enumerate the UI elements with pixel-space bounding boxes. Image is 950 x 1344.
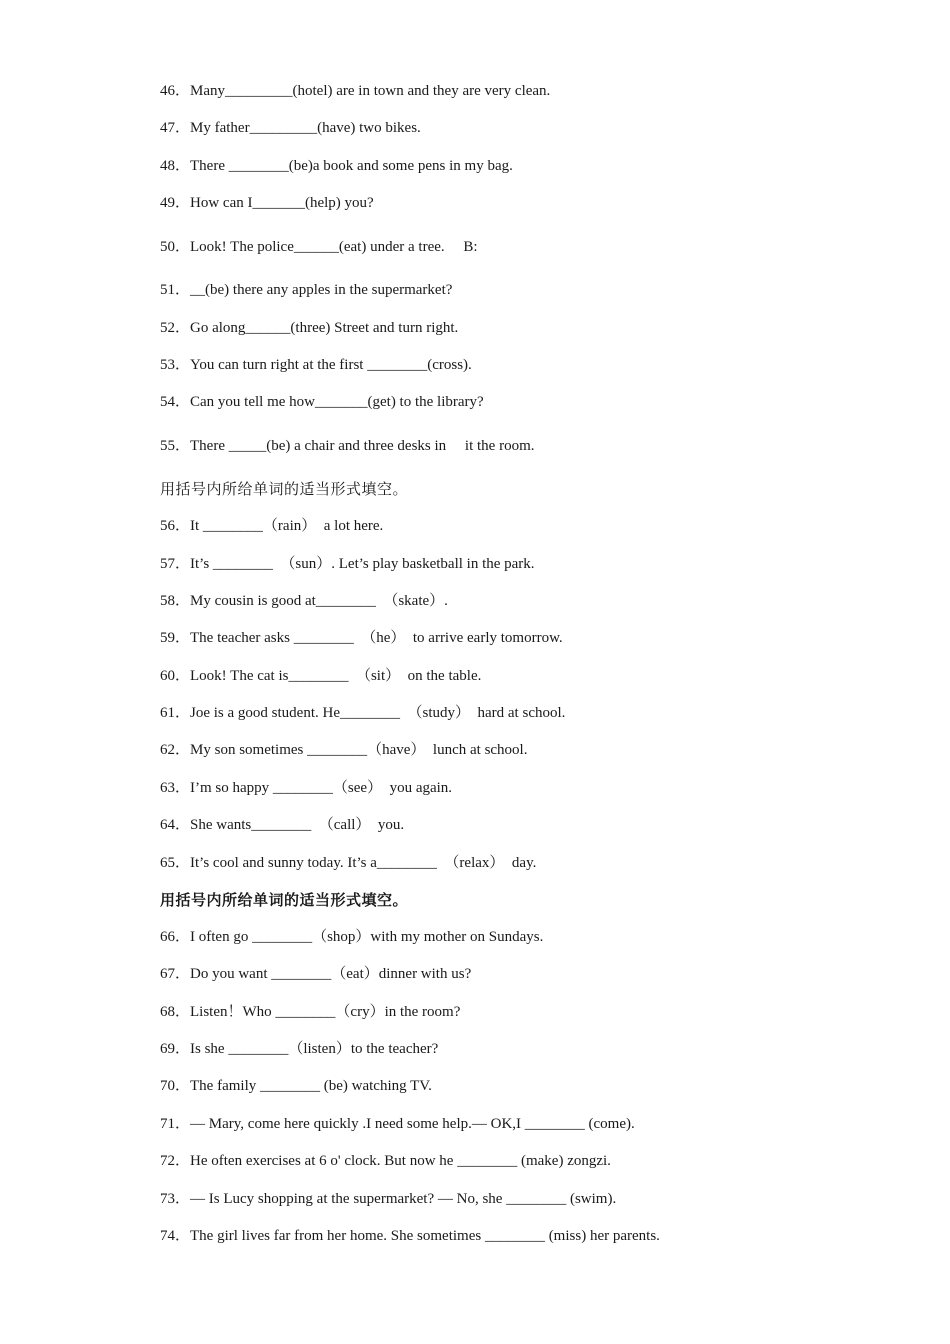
question-68: 68．Listen！Who ________（cry）in the room?: [160, 1004, 461, 1020]
question-56: 56．It ________（rain） a lot here.: [160, 518, 384, 534]
question-58: 58．My cousin is good at________ （skate）.: [160, 593, 448, 609]
question-67: 67．Do you want ________（eat）dinner with us?: [160, 966, 472, 982]
question-63: 63．I’m so happy ________（see） you again.: [160, 780, 453, 796]
question-61: 61．Joe is a good student. He________ （study） hard at school.: [160, 705, 566, 721]
question-53: 53．You can turn right at the first ________(cross).: [160, 357, 472, 373]
question-65: 65．It’s cool and sunny today. It’s a________ （relax） day.: [160, 855, 537, 871]
question-46: 46．Many_________(hotel) are in town and they are very clean.: [160, 83, 551, 99]
question-59: 59．The teacher asks ________ （he） to arrive early tomorrow.: [160, 630, 563, 646]
section-heading: 用括号内所给单词的适当形式填空。: [160, 480, 409, 498]
question-60: 60．Look! The cat is________ （sit） on the table.: [160, 668, 482, 684]
question-54: 54．Can you tell me how_______(get) to the library?: [160, 394, 484, 410]
question-72: 72．He often exercises at 6 o' clock. But now he ________ (make) zongzi.: [160, 1153, 611, 1169]
question-49: 49．How can I_______(help) you?: [160, 195, 374, 211]
question-48: 48．There ________(be)a book and some pens in my bag.: [160, 158, 513, 174]
question-73: 73．— Is Lucy shopping at the supermarket? — No, she ________ (swim).: [160, 1191, 617, 1207]
question-71: 71．— Mary, come here quickly .I need some help.— OK,I ________ (come).: [160, 1116, 635, 1132]
question-69: 69．Is she ________（listen）to the teacher?: [160, 1041, 439, 1057]
section-heading-bold: 用括号内所给单词的适当形式填空。: [160, 891, 409, 909]
question-66: 66．I often go ________（shop）with my mother on Sundays.: [160, 929, 544, 945]
question-74: 74．The girl lives far from her home. She sometimes ________ (miss) her parents.: [160, 1228, 660, 1244]
question-50: 50．Look! The police______(eat) under a tree. B:: [160, 239, 478, 255]
question-62: 62．My son sometimes ________（have） lunch at school.: [160, 742, 528, 758]
question-55: 55．There _____(be) a chair and three desks in it the room.: [160, 438, 535, 454]
question-64: 64．She wants________ （call） you.: [160, 817, 405, 833]
question-57: 57．It’s ________ （sun）. Let’s play basketball in the park.: [160, 556, 535, 572]
question-52: 52．Go along______(three) Street and turn right.: [160, 320, 459, 336]
question-51: 51．__(be) there any apples in the supermarket?: [160, 282, 453, 298]
question-70: 70．The family ________ (be) watching TV.: [160, 1078, 432, 1094]
question-47: 47．My father_________(have) two bikes.: [160, 120, 421, 136]
